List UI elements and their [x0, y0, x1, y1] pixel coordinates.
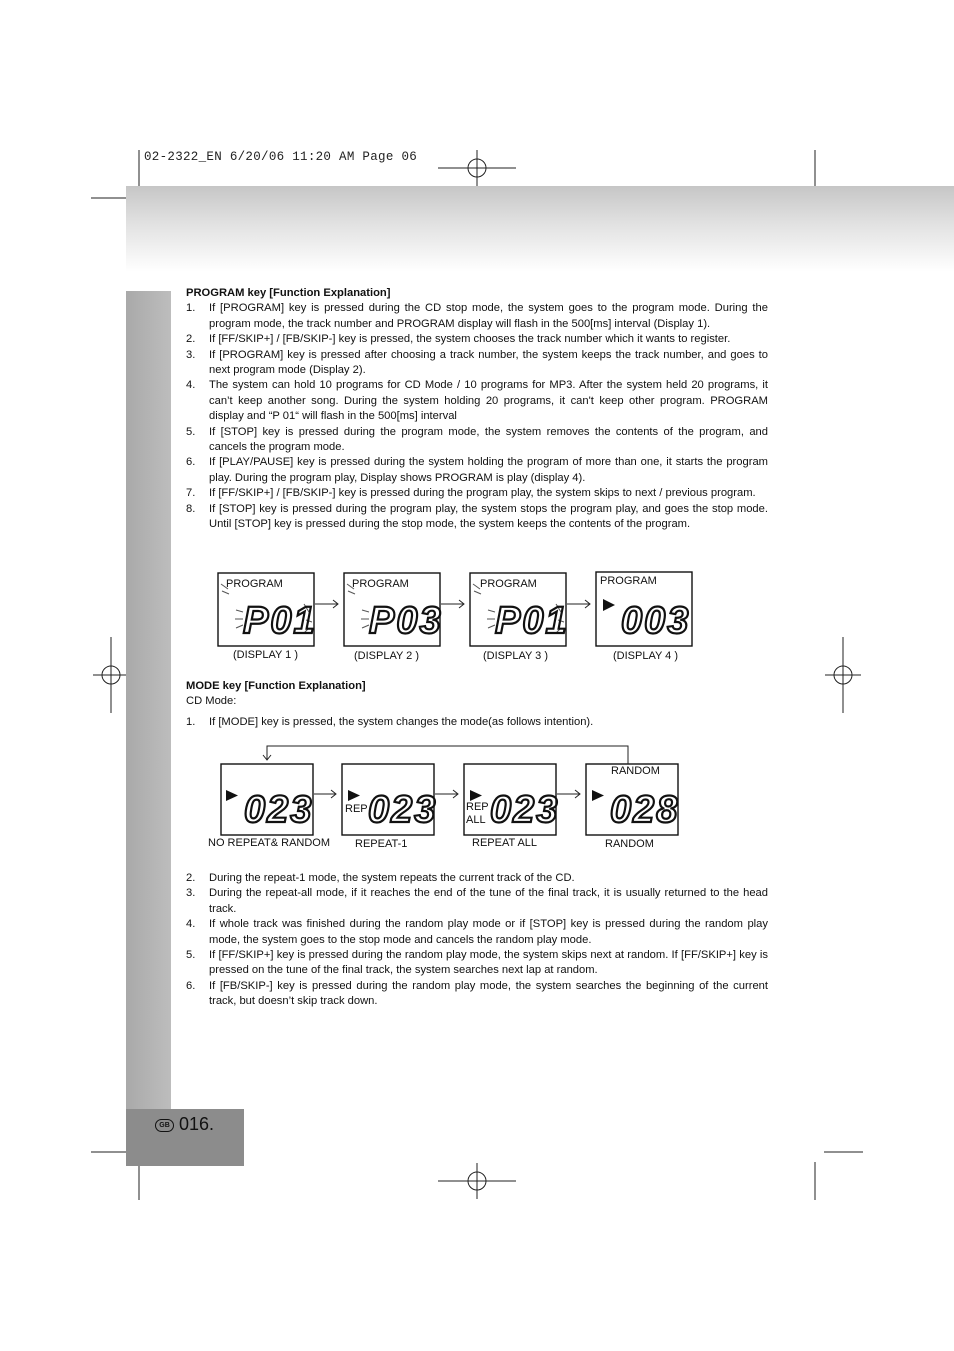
mode-list — [186, 871, 768, 1010]
rep-indicator: REP — [345, 803, 368, 815]
list-item: 2. During the repeat-1 mode, the system repeats the current track of the CD. — [186, 872, 575, 884]
display-caption: (DISPLAY 2 ) — [354, 650, 420, 662]
lcd-digits: 023 — [368, 789, 438, 831]
display-caption: REPEAT ALL — [472, 837, 538, 849]
lcd-digits: P01 — [243, 600, 317, 642]
list-item: 1. If [PROGRAM] key is pressed during the CD stop mode, the system goes to the program mode. During the program mode, the track number and PROGRAM display will flash in the 500[ms] interval (Display 1). — [186, 302, 768, 330]
list-item: 1. If [MODE] key is pressed, the system changes the mode(as follows intention). — [186, 715, 594, 728]
program-heading: PROGRAM key [Function Explanation] — [186, 287, 391, 299]
list-item: 7. If [FF/SKIP+] / [FB/SKIP-] key is pressed during the program play, the system skips to next / previous program. — [186, 487, 756, 500]
display-caption: NO REPEAT& RANDOM — [208, 837, 331, 849]
lcd-digits: 023 — [490, 789, 560, 831]
display-caption: REPEAT-1 — [355, 838, 408, 850]
lcd-digits: 028 — [610, 789, 680, 831]
play-icon — [592, 790, 604, 801]
all-indicator: ALL — [466, 814, 486, 826]
mode-heading: MODE key [Function Explanation] — [186, 680, 366, 692]
lcd-digits: P03 — [369, 600, 443, 642]
print-slug: 02-2322_EN 6/20/06 11:20 AM Page 06 — [144, 150, 418, 164]
program-label: PROGRAM — [600, 575, 657, 587]
mode-subheading: CD Mode: — [186, 695, 237, 708]
language-badge: GB — [155, 1119, 174, 1132]
program-label: PROGRAM — [226, 578, 283, 590]
list-item: 6. If [PLAY/PAUSE] key is pressed during the system holding the program of more than one, it starts the program play. During the program play, Display shows PROGRAM is play (display 4). — [186, 456, 768, 484]
play-icon — [348, 790, 360, 801]
list-item: 3. During the repeat-all mode, if it reaches the end of the tune of the final track, it is usually returned to the head track. — [186, 887, 768, 915]
program-label: PROGRAM — [352, 578, 409, 590]
list-item: 2. If [FF/SKIP+] / [FB/SKIP-] key is pressed, the system chooses the track number which it wants to register. — [186, 333, 731, 346]
list-item: 4. If whole track was finished during the random play mode or if [STOP] key is pressed during the random play mode, the system goes to the stop mode and cancels the random play mode. — [186, 918, 768, 946]
play-icon — [470, 790, 482, 801]
page-number: 016. — [179, 1114, 215, 1134]
display-caption: (DISPLAY 1 ) — [233, 649, 299, 661]
list-item: 5. If [FF/SKIP+] key is pressed during the random play mode, the system skips next at random. If [FF/SKIP+] key is pressed on the tune of the final track, the system searches next lap at random. — [186, 949, 768, 977]
display-caption: RANDOM — [605, 838, 654, 850]
list-item: 3. If [PROGRAM] key is pressed after choosing a track number, the system keeps the track number, and goes to next program mode (Display 2). — [186, 348, 768, 377]
play-icon — [226, 790, 238, 801]
rep-indicator: REP — [466, 801, 489, 813]
display-caption: (DISPLAY 3 ) — [483, 650, 549, 662]
list-item: 8. If [STOP] key is pressed during the program play, the system stops the program play, and goes the stop mode. Until [STOP] key is pressed during the stop mode, the system keeps the contents of the program. — [186, 502, 768, 531]
lcd-digits: P01 — [495, 600, 569, 642]
display-caption: (DISPLAY 4 ) — [613, 650, 679, 662]
program-label: PROGRAM — [480, 578, 537, 590]
random-indicator: RANDOM — [611, 765, 660, 777]
list-item: 6. If [FB/SKIP-] key is pressed during the random play mode, the system searches the beginning of the current track, but doesn’t skip track down. — [186, 979, 768, 1008]
list-item: 5. If [STOP] key is pressed during the program mode, the system removes the contents of the program, and cancels the program mode. — [186, 425, 768, 454]
mode-notes — [186, 871, 768, 1010]
lcd-digits: 003 — [621, 600, 691, 642]
list-item: 4. The system can hold 10 programs for CD Mode / 10 programs for MP3. After the system held 20 programs, it can’t keep another song. During the system holding 20 programs, it can't keep other program. PROGRAM display and “P 01“ will flash in the 500[ms] interval — [186, 379, 768, 423]
lcd-digits: 023 — [244, 789, 314, 831]
